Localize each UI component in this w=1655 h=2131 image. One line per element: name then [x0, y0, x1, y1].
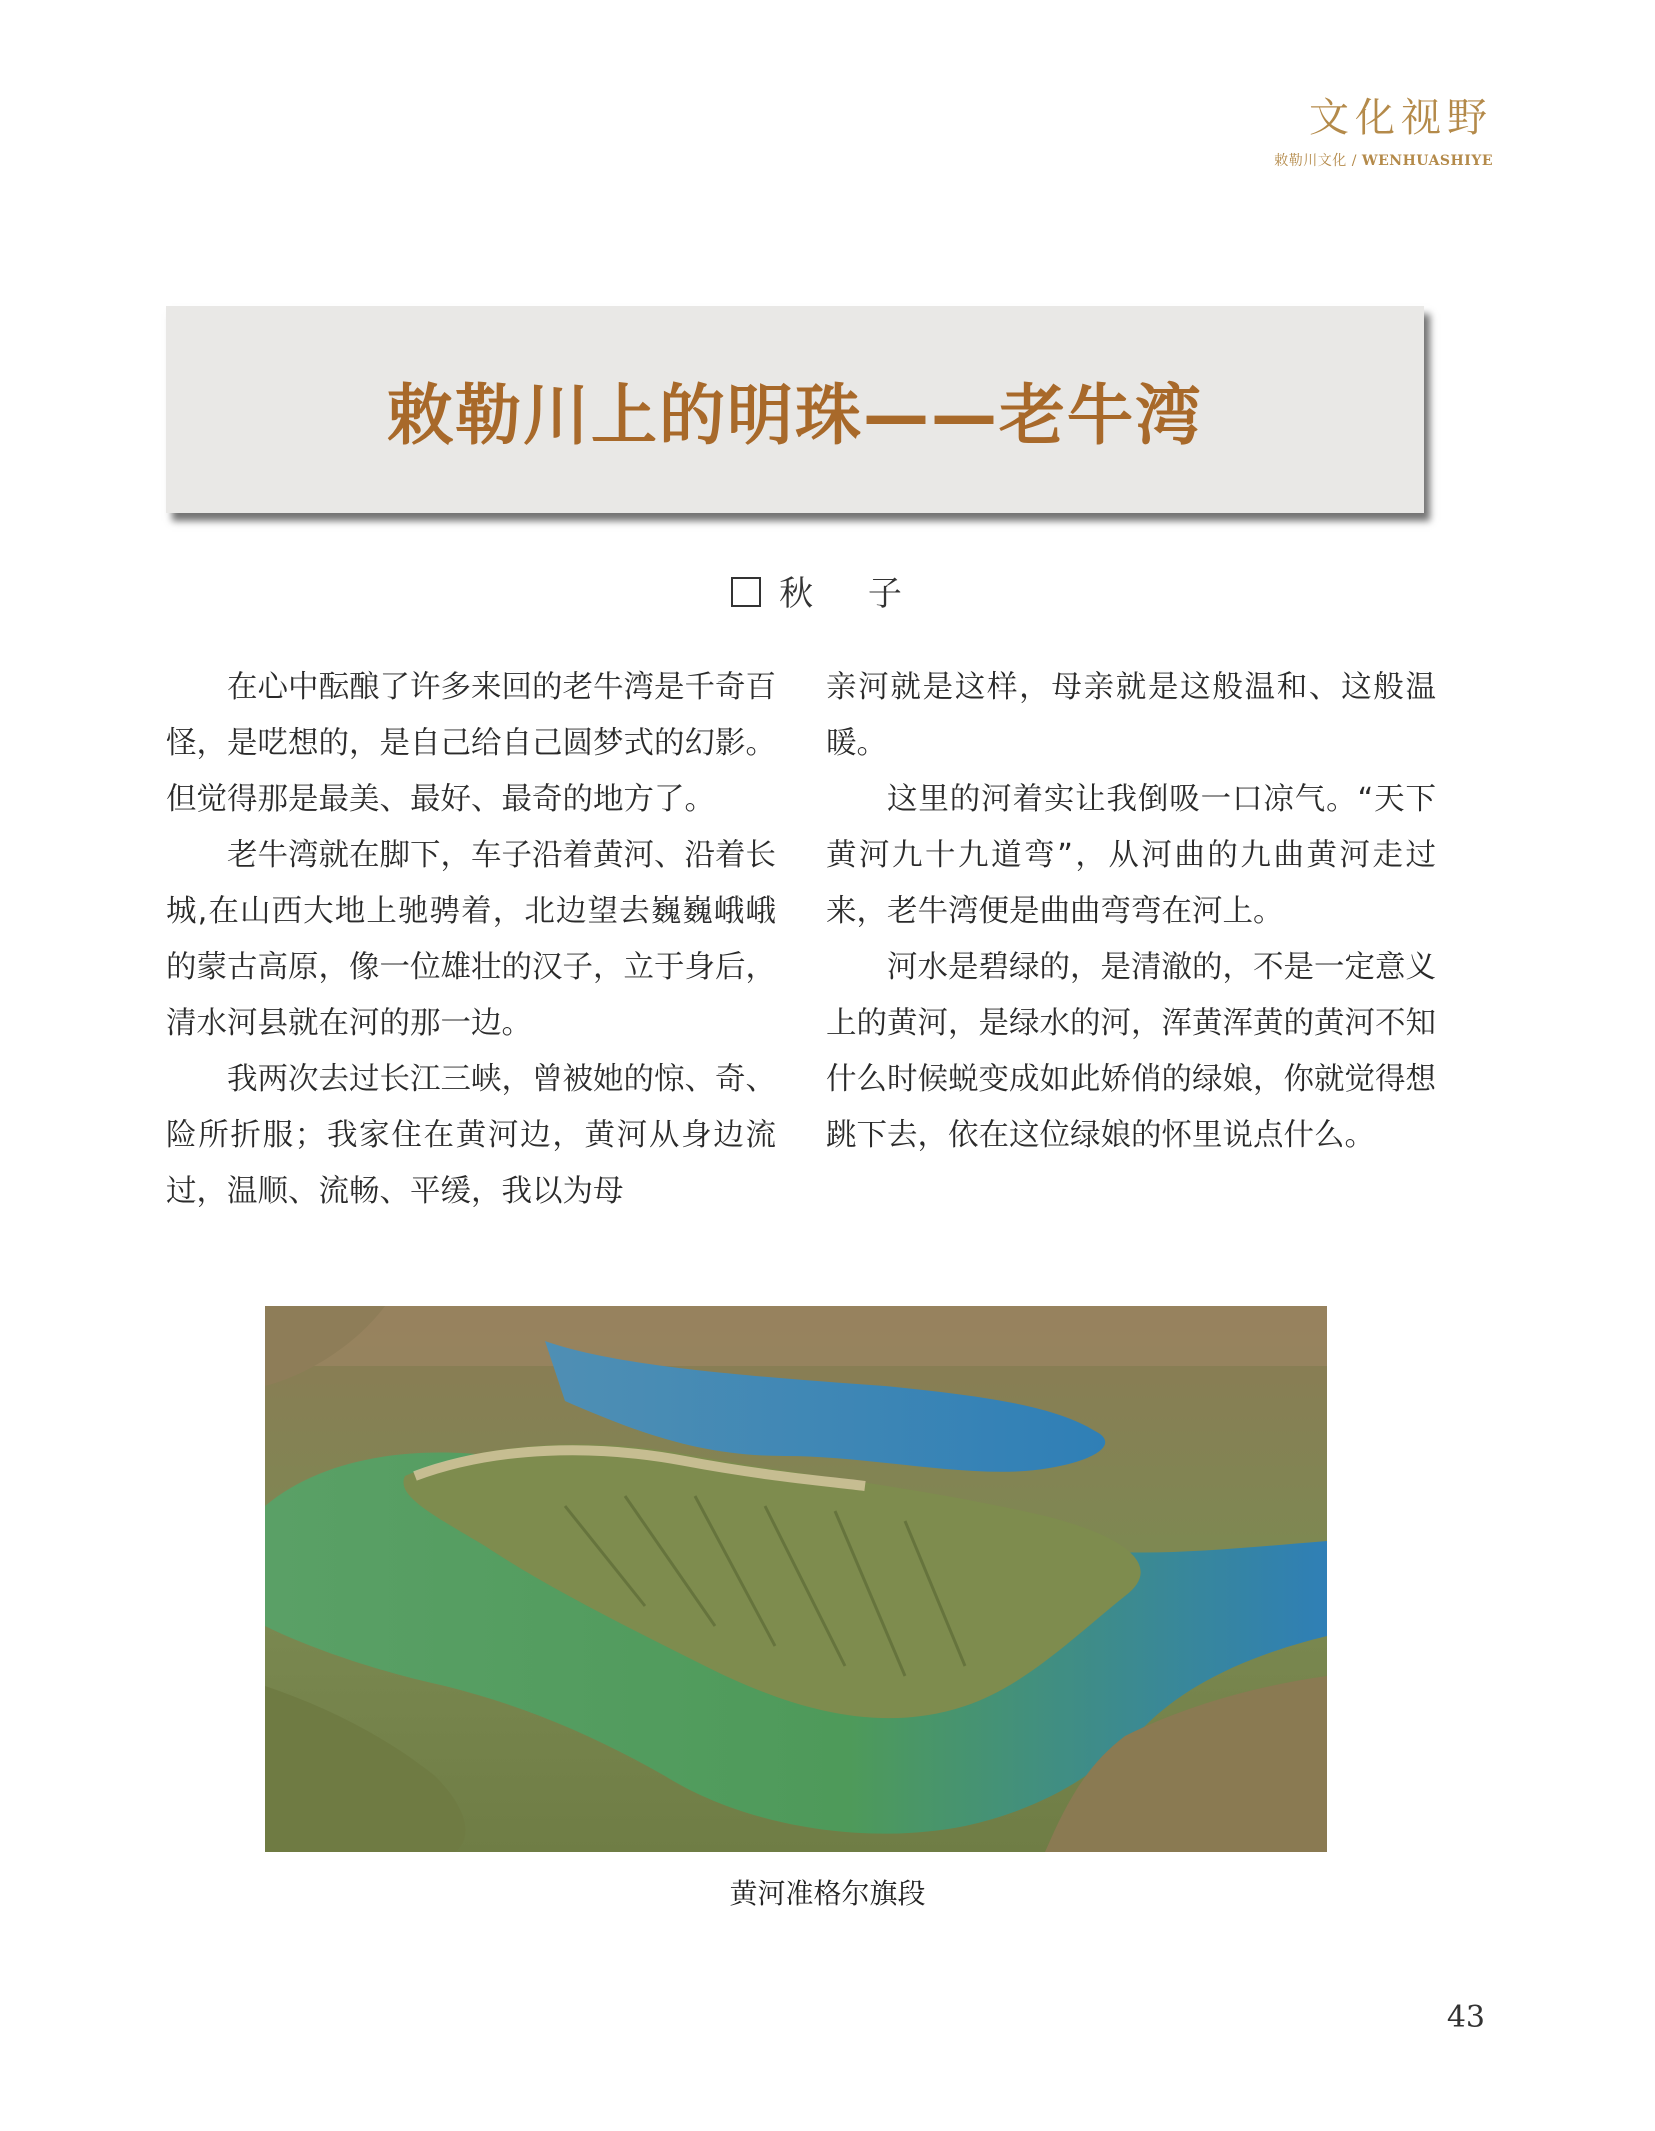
- section-subtitle-separator: /: [1346, 153, 1362, 169]
- article-byline: [0, 566, 1655, 615]
- author-name: 秋 子: [779, 574, 924, 614]
- byline-square-icon: [731, 577, 761, 607]
- section-subtitle-cn: 敕勒川文化: [1274, 153, 1347, 169]
- article-column-right: [826, 660, 1436, 1164]
- page-number: 43: [1446, 2000, 1485, 2035]
- paragraph: 河水是碧绿的，是清澈的，不是一定意义上的黄河，是绿水的河，浑黄浑黄的黄河不知什么时候蜕变成如此娇俏的绿娘，你就觉得想跳下去，依在这位绿娘的怀里说点什么。: [826, 950, 1436, 1153]
- section-header: [1274, 95, 1493, 170]
- article-column-left: [166, 660, 776, 1220]
- article-title: 敕勒川上的明珠——老牛湾: [387, 377, 1203, 454]
- section-title: 文化视野: [1309, 95, 1493, 141]
- section-subtitle-en: WENHUASHIYE: [1361, 153, 1493, 169]
- paragraph: 在心中酝酿了许多来回的老牛湾是千奇百怪，是呓想的，是自己给自己圆梦式的幻影。但觉得那是最美、最好、最奇的地方了。: [166, 670, 776, 817]
- photo-caption: 黄河准格尔旗段: [729, 1877, 926, 1910]
- paragraph: 我两次去过长江三峡，曾被她的惊、奇、险所折服；我家住在黄河边，黄河从身边流过，温顺、流畅、平缓，我以为母: [166, 1062, 776, 1209]
- paragraph-continuation: 亲河就是这样，母亲就是这般温和、这般温暖。: [826, 670, 1436, 761]
- paragraph: 这里的河着实让我倒吸一口凉气。“天下黄河九十九道弯”，从河曲的九曲黄河走过来，老牛湾便是曲曲弯弯在河上。: [826, 782, 1436, 929]
- article-title-banner: [166, 306, 1424, 513]
- section-subtitle: [1274, 150, 1493, 170]
- yellow-river-aerial-photo: [265, 1306, 1327, 1852]
- paragraph: 老牛湾就在脚下，车子沿着黄河、沿着长城,在山西大地上驰骋着，北边望去巍巍峨峨的蒙古高原，像一位雄壮的汉子，立于身后，清水河县就在河的那一边。: [166, 838, 776, 1041]
